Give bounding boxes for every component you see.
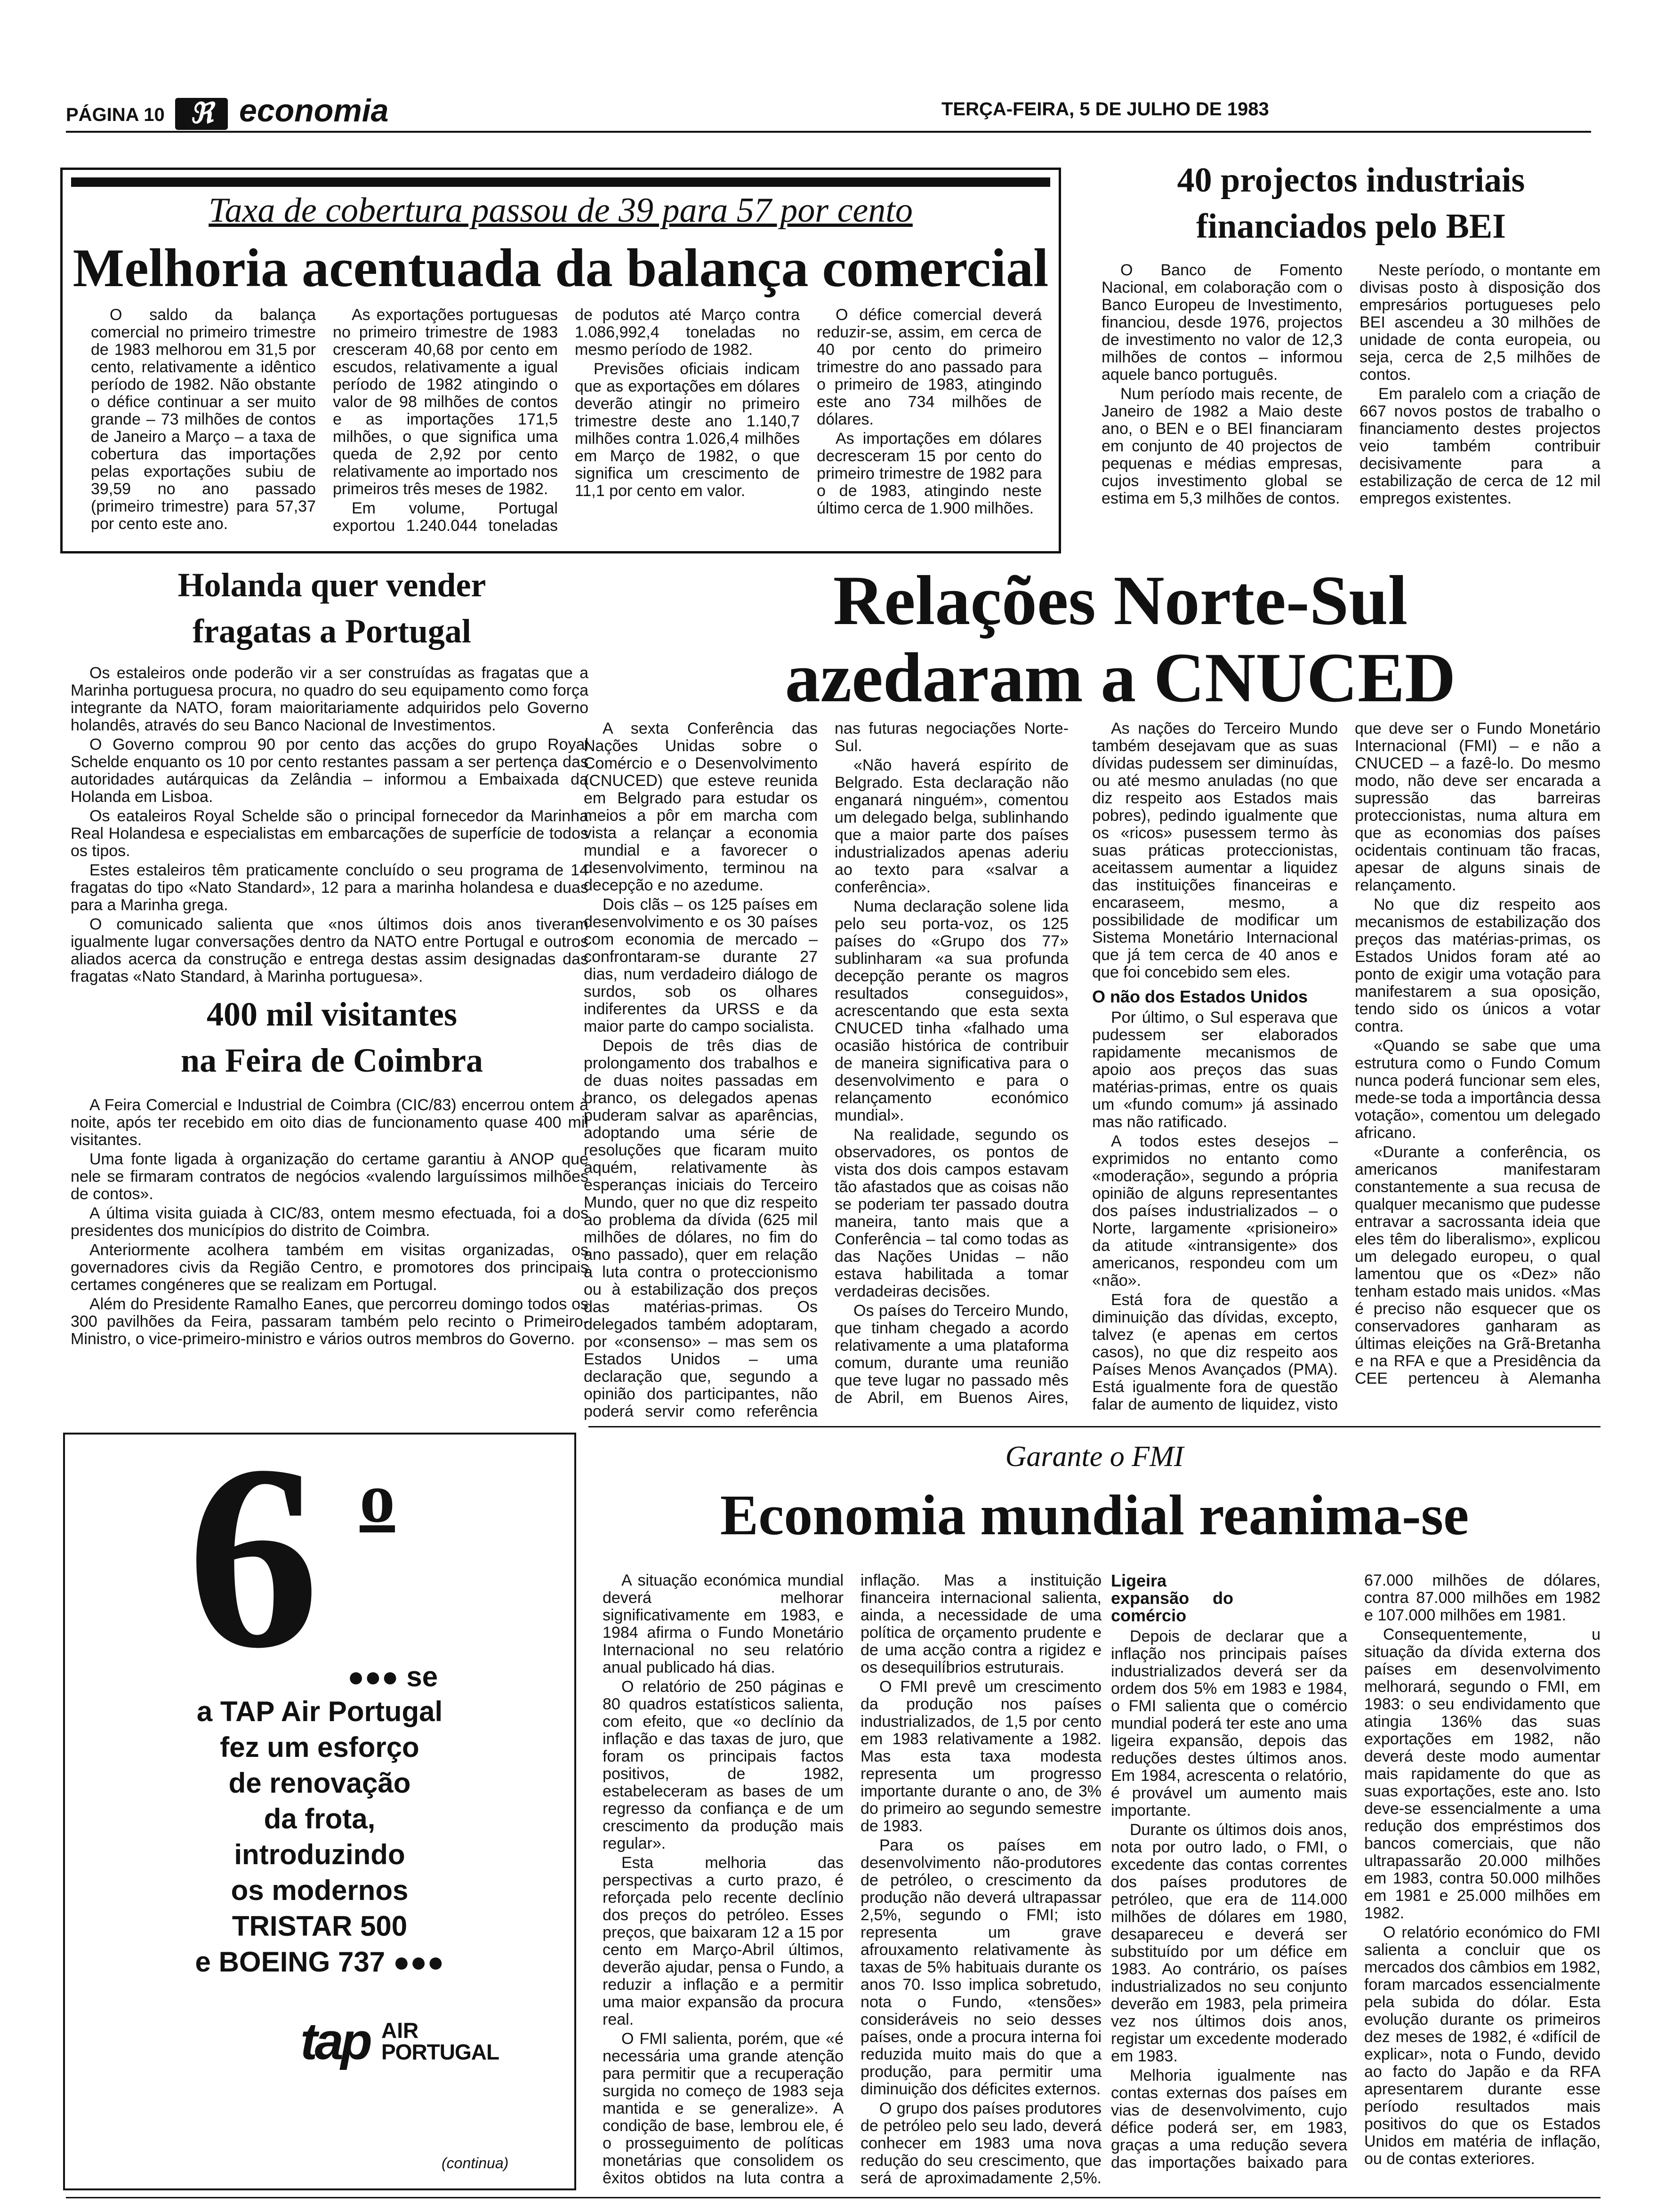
article-paragraph: Uma fonte ligada à organização do certame garantiu à ANOP que nele se firmaram contratos de negócios «valendo larguíssimos milhões de contos». xyxy=(71,1150,588,1203)
article-paragraph: Os países do Terceiro Mundo, que tinham chegado a acordo relativamente a uma plataforma comum, durante uma reunião que teve lugar no passado mês de Abril, em Buenos Aires, xyxy=(835,1302,1069,1407)
cnuced-subhead: O não dos Estados Unidos xyxy=(1092,987,1308,1006)
article-paragraph: Neste período, o montante em divisas posto à disposição dos empresários portugueses pelo BEI ascendeu a 30 milhões de unidade de conta europeia, ou seja, cerca de 2,5 milhões de contos. xyxy=(1359,262,1601,384)
article-paragraph: As nações do Terceiro Mundo também desejavam que as suas dívidas pudessem ser diminuídas, ou até mesmo anuladas (no que diz respeito aos Estados mais pobres), pedindo igualmente que os «ricos» pusessem termo às suas práticas proteccionistas, aceitassem aumentar a liquidez das instituições financeiras e encaraseem, mesmo, a possibilidade de modificar um Sistema Monetário Internacional que já tem cerca de 40 anos e que foi concebido sem eles. xyxy=(1092,720,1338,981)
article-paragraph: O défice comercial deverá reduzir-se, assim, em cerca de 40 por cento do primeiro trimestre do ano passado para o primeiro de 1983, atingindo este ano 734 milhões de dólares. xyxy=(817,306,1042,428)
article-paragraph: O FMI salienta, porém, que «é necessária uma grande atenção para permitir que a recuperação surgida no começo de 1983 seja mantida e se generalize». A condição de base, lembrou ele, é o prosseguimento de políticas monetárias que consolidem os êxitos obtidos na luta contra a inflação. Mas a instituição financeira internacional salienta, ainda, a necessidade de uma política de orçamento prudente e de uma acção contra a rigidez e os desequilíbrios estruturais. xyxy=(603,1572,1102,2187)
tap-logo xyxy=(300,2012,499,2079)
ad-text-line: e BOEING 737 ●●● xyxy=(195,1946,444,1978)
ad-text-line: da frota, xyxy=(264,1803,376,1835)
balanca-body xyxy=(91,306,1042,546)
balanca-box xyxy=(60,168,1061,553)
ad-text-line: TRISTAR 500 xyxy=(232,1910,408,1942)
article-paragraph: «Não haverá espírito de Belgrado. Esta declaração não enganará ninguém», comentou um delegado belga, sublinhando que a maior parte dos países industrializados apenas aderiu ao texto para «salvar a conferência». xyxy=(835,756,1069,896)
ad-text-line: de renovação xyxy=(228,1767,411,1799)
article-paragraph: Em volume, Portugal exportou 1.240.044 toneladas de podutos até Março contra 1.086,992,4 toneladas no mesmo período de 1982. xyxy=(333,306,800,535)
page-bottom-rule xyxy=(66,2197,1601,2198)
article-paragraph: Os eataleiros Royal Schelde são o principal fornecedor da Marinha Real Holandesa e especialistas em embarcações de superfície de todos os tipos. xyxy=(71,807,588,860)
balanca-headline: Melhoria acentuada da balança comercial xyxy=(72,238,1049,298)
article-paragraph: Depois de três dias de prolongamento dos trabalhos e de duas noites passadas em branco, os delegados apenas puderam salvar as aparências, adoptando uma série de resoluções que ficaram muito aquém, relativamente às esperanças iniciais do Terceiro Mundo, quer no que diz respeito ao problema da dívida (625 mil milhões de dólares, no fim do ano passado), quer em relação à luta contra o proteccionismo ou à estabilização dos preços das matérias-primas. Os delegados também adoptaram, por «consenso» – mas sem os Estados Unidos – uma declaração que, segundo a opinião dos participantes, não poderá servir como referência nas futuras negociações Norte-Sul. xyxy=(584,720,1069,1420)
article-paragraph: Na realidade, segundo os observadores, os pontos de vista dos dois campos estavam tão afastados que as coisas não se poderiam ter passado doutra maneira, tanto mais que a Conferência – tal como todas as das Nações Unidas – não estava habilitada a tomar verdadeiras decisões. xyxy=(835,1126,1069,1300)
article-paragraph: Depois de declarar que a inflação nos principais países industrializados deverá ser da ordem dos 5% em 1983 e 1984, o FMI salienta que o comércio mundial poderá ter este ano uma ligeira expansão, depois das reduções destes últimos anos. Em 1984, acrescenta o relatório, é provável um aumento mais importante. xyxy=(1111,1627,1347,1819)
fmi-headline: Economia mundial reanima-se xyxy=(720,1483,1469,1547)
article-paragraph: O relatório de 250 páginas e 80 quadros estatísticos salienta, com efeito, que «o declínio da inflação e das taxas de juro, que foram os principais factos positivos, de 1982, estabeleceram as bases de um regresso da confiança e de um crescimento da produção mais regular». xyxy=(603,1678,844,1852)
article-paragraph: As importações em dólares decresceram 15 por cento do primeiro trimestre de 1982 para o de 1983, atingindo neste último cerca de 1.900 milhões. xyxy=(817,430,1042,517)
coimbra-body xyxy=(71,1097,588,1370)
ad-text-line: a TAP Air Portugal xyxy=(196,1696,443,1727)
fmi-top-rule xyxy=(588,1426,1601,1427)
fmi-body-left xyxy=(603,1572,1102,2188)
coimbra-headline-line2: na Feira de Coimbra xyxy=(181,1042,483,1079)
masthead-rule xyxy=(66,131,1591,133)
tap-logo-mark: tap xyxy=(300,2012,370,2070)
article-paragraph: O saldo da balança comercial no primeiro trimestre de 1983 melhorou em 31,5 por cento, relativamente a idêntico período de 1982. Não obstante o défice continuar a ser muito grande – 73 milhões de contos de Janeiro a Março – a taxa de cobertura das importações pelas exportações subiu de 39,59 no ano passado (primeiro trimestre) para 57,37 por cento este ano. xyxy=(91,306,316,533)
article-paragraph: Está fora de questão a diminuição das dívidas, excepto, talvez (e apenas em certos casos), no que diz respeito aos Países Menos Avançados (PMA). Está igualmente fora de questão falar de aumento de liquidez, visto que deve ser o Fundo Monetário Internacional (FMI) – e não a CNUCED – a fazê-lo. Do mesmo modo, não deve ser encarada a supressão das barreiras proteccionistas, numa altura em que as economias dos países ocidentais continuam tão fracas, apesar de alguns sinais de relançamento. xyxy=(1092,720,1601,1413)
article-paragraph: Para os países em desenvolvimento não-produtores de petróleo, o crescimento da produção não deverá ultrapassar 2,5%, segundo o FMI; isto representa um grave afrouxamento relativamente às taxas de 5% habituais durante os anos 70. Isso implica sobretudo, nota o Fundo, «tensões» consideráveis no seio desses países, onde a procura interna foi reduzida muito mais do que a produção, para permitir uma diminuição dos déficites externos. xyxy=(861,1836,1102,2098)
article-paragraph: A situação económica mundial deverá melhorar significativamente em 1983, e 1984 afirma o Fundo Monetário Internacional no seu relatório anual publicado há dias. xyxy=(603,1572,844,1676)
article-paragraph: O FMI prevê um crescimento da produção nos países industrializados, de 1,5 por cento em 1983 relativamente a 1982. Mas esta taxa modesta representa um progresso importante durante o ano, de 3% do primeiro ao segundo semestre de 1983. xyxy=(861,1678,1102,1835)
article-paragraph: Por último, o Sul esperava que pudessem ser elaborados rapidamente mecanismos de apoio aos preços das suas matérias-primas, entre os quais um «fundo comum» já assinado mas não ratificado. xyxy=(1092,1009,1338,1131)
article-paragraph: No que diz respeito aos mecanismos de estabilização dos preços das matérias-primas, os Estados Unidos foram até ao ponto de exigir uma votação para manifestarem a sua oposição, tendo sido os únicos a votar contra. xyxy=(1355,896,1601,1035)
article-paragraph: O comunicado salienta que «nos últimos dois anos tiveram igualmente lugar conversações dentro da NATO entre Portugal e outros aliados acerca da construção e entrega destas assim designadas das fragatas «Nato Standard, à Marinha portuguesa». xyxy=(71,915,588,986)
balanca-kicker: Taxa de cobertura passou de 39 para 57 por cento xyxy=(209,191,913,230)
ad-text-line: fez um esforço xyxy=(220,1731,419,1763)
article-paragraph: Os estaleiros onde poderão vir a ser construídas as fragatas que a Marinha portuguesa procura, no quadro do seu equipamento como força integrante da NATO, foram maioritariamente adquiridos pelo Governo holandês, através do seu Banco Nacional de Investimentos. xyxy=(71,665,588,734)
fmi-body-right xyxy=(1111,1572,1601,2188)
cnuced-body-left xyxy=(584,720,1069,1421)
holanda-headline-line1: Holanda quer vender xyxy=(177,566,486,604)
article-paragraph: O Governo comprou 90 por cento das acções do grupo Royal Schelde enquanto os 10 por cento restantes passam a ser pertença das autoridades autárquicas da Zelândia – informou a Embaixada da Holanda em Lisboa. xyxy=(71,736,588,806)
tap-logo-air: AIR xyxy=(381,2018,419,2043)
article-paragraph: Consequentemente, u situação da dívida externa dos países em desenvolvimento melhorará, segundo o FMI, em 1983: o seu endividamento que atingia 136% das suas exportações em 1982, não deverá deste modo aumentar mais rapidamente do que as suas exportações, este ano. Isto deve-se essencialmente a uma redução dos empréstimos dos bancos comerciais, que não ultrapassarão 20.000 milhões em 1983, contra 50.000 milhões em 1981 e 25.000 milhões em 1982. xyxy=(1364,1626,1601,1922)
bei-headline-line1: 40 projectos industriais xyxy=(1177,161,1525,200)
article-paragraph: A todos estes desejos – exprimidos no entanto como «moderação», segundo a própria opinião de alguns representantes dos países industrializados – o Norte, largamente «prisioneiro» da atitude «intransigente» dos americanos, respondeu com um «não». xyxy=(1092,1132,1338,1290)
coimbra-headline-line1: 400 mil visitantes xyxy=(207,995,457,1033)
article-paragraph: Numa declaração solene lida pelo seu porta-voz, os 125 países do «Grupo dos 77» sublinharam «a sua profunda decepção perante os magros resultados conseguidos», acrescentando que esta sexta CNUCED tinha «falhado uma ocasião histórica de contribuir de maneira significativa para o desenvolvimento e para o relançamento económico mundial». xyxy=(835,898,1069,1124)
article-paragraph: «Durante a conferência, os americanos manifestaram constantemente a sua recusa de qualquer mecanismo que pudesse entravar a sacrossanta ideia que eles têm do liberalismo», explicou um delegado europeu, o qual lamentou que os «Dez» não tenham estado mais unidos. «Mas é preciso não esquecer que os conservadores ganharam as últimas eleições na Grã-Bretanha e na RFA e que a Presidência da CEE pertenceu à Alemanha xyxy=(1355,1143,1601,1387)
cnuced-headline-line2: azedaram a CNUCED xyxy=(785,639,1456,717)
article-paragraph: Previsões oficiais indicam que as exportações em dólares deverão atingir no primeiro trimestre deste ano 1.140,7 milhões contra 1.026,4 milhões em Março de 1982, o que significa um crescimento de 11,1 por cento em valor. xyxy=(575,360,800,500)
article-paragraph: Estes estaleiros têm praticamente concluído o seu programa de 14 fragatas do tipo «Nato Standard», 12 para a marinha holandesa e duas para a Marinha grega. xyxy=(71,861,588,914)
page-number: PÁGINA 10 xyxy=(66,104,165,125)
ad-numeral: 6 xyxy=(187,1411,319,1703)
article-paragraph: Num período mais recente, de Janeiro de 1982 a Maio deste ano, o BEN e o BEI financiaram em conjunto de 40 projectos de pequenas e médias empresas, cujos investimento global se estima em 5,3 milhões de contos. xyxy=(1102,385,1343,507)
issue-date: TERÇA-FEIRA, 5 DE JULHO DE 1983 xyxy=(941,99,1269,120)
section-name: economia xyxy=(239,93,389,128)
balanca-top-bar xyxy=(71,177,1050,187)
article-paragraph: «Quando se sabe que uma estrutura como o Fundo Comum nunca poderá funcionar sem eles, mede-se toda a importância dessa votação», comentou um delegado africano. xyxy=(1355,1037,1601,1142)
article-paragraph: As exportações portuguesas no primeiro trimestre de 1983 cresceram 40,68 por cento em escudos, relativamente a igual período de 1982 atingindo o valor de 98 milhões de contos e as importações 171,5 milhões, o que significa uma queda de 2,92 por cento relativamente ao importado nos primeiros três meses de 1982. xyxy=(333,306,558,498)
holanda-body xyxy=(71,665,588,992)
holanda-headline-line2: fragatas a Portugal xyxy=(193,612,471,650)
cnuced-body-right xyxy=(1092,720,1601,1421)
ad-text-line: introduzindo xyxy=(234,1839,405,1870)
article-paragraph: Além do Presidente Ramalho Eanes, que percorreu domingo todos os 300 pavilhões da Feira, passaram também pelo recinto o Primeiro-Ministro, o vice-primeiro-ministro e vários outros membros do Governo. xyxy=(71,1295,588,1348)
newspaper-logo-icon: ℜ xyxy=(175,98,228,130)
continua-note: (continua) xyxy=(442,2155,509,2172)
fmi-subhead: Ligeira expansão do comércio xyxy=(1111,1572,1233,1625)
article-paragraph: A Feira Comercial e Industrial de Coimbra (CIC/83) encerrou ontem à noite, após ter recebido em oito dias de funcionamento quase 400 mil visitantes. xyxy=(71,1097,588,1149)
article-paragraph: Esta melhoria das perspectivas a curto prazo, é reforçada pelo recente declínio dos preços do petróleo. Esses preços, que baixaram 12 a 15 por cento em Março-Abril últimos, deverão ajudar, pensa o Fundo, a reduzir a inflação e a permitir uma maior expansão da procura real. xyxy=(603,1854,844,2028)
article-paragraph: Em paralelo com a criação de 667 novos postos de trabalho o financiamento destes projectos veio também contribuir decisivamente para a estabilização de cerca de 12 mil empregos existentes. xyxy=(1359,385,1601,507)
tap-logo-portugal: PORTUGAL xyxy=(381,2040,499,2064)
article-paragraph: Dois clãs – os 125 países em desenvolvimento e os 30 países com economia de mercado – confrontaram-se durante 27 dias, num verdadeiro diálogo de surdos, sob os olhares indiferentes da URSS e da maior parte do campo socialista. xyxy=(584,896,818,1035)
article-paragraph: Durante os últimos dois anos, nota por outro lado, o FMI, o excedente das contas correntes dos países produtores de petróleo, que era de 114.000 milhões de dólares em 1980, desapareceu e deverá ser substituído por um défice em 1983. Ao contrário, os países industrializados no seu conjunto deverão em 1983, pela primeira vez nos últimos dois anos, registar um excedente moderado em 1983. xyxy=(1111,1821,1347,2065)
cnuced-headline-line1: Relações Norte-Sul xyxy=(833,561,1408,640)
tap-advertisement xyxy=(63,1411,576,2190)
article-paragraph: A sexta Conferência das Nações Unidas sobre o Comércio e o Desenvolvimento (CNUCED) que esteve reunida em Belgrado para estudar os meios a pôr em marcha com vista a relançar a economia mundial e a favorecer o desenvolvimento, terminou na decepção e no azedume. xyxy=(584,720,818,894)
article-paragraph: O Banco de Fomento Nacional, em colaboração com o Banco Europeu de Investimento, financiou, desde 1976, projectos de investimento no valor de 12,3 milhões de contos – informou aquele banco português. xyxy=(1102,262,1343,384)
ad-superscript: o xyxy=(360,1459,395,1537)
article-paragraph: O grupo dos países produtores de petróleo pelo seu lado, deverá conhecer em 1983 uma nova redução do seu crescimento, que será de aproximadamente 2,5%. xyxy=(861,2100,1102,2187)
ad-text-line: ●●● se xyxy=(347,1661,438,1692)
article-paragraph: Anteriormente acolhera também em visitas organizadas, os governadores civis da Região Centro, e promotores dos principais certames congéneres que se realizam em Portugal. xyxy=(71,1241,588,1294)
bei-body xyxy=(1102,262,1601,539)
article-paragraph: O relatório económico do FMI salienta a concluir que os mercados dos câmbios em 1982, foram marcados essencialmente pela subida do dólar. Esta evolução durante os primeiros dez meses de 1982, é «difícil de explicar», nota o Fundo, devido ao facto do Japão e da RFA apresentarem durante esse período resultados mais positivos do que os Estados Unidos em matéria de inflação, ou de contas exteriores. xyxy=(1364,1923,1601,2168)
bei-headline-line2: financiados pelo BEI xyxy=(1196,207,1506,246)
fmi-kicker: Garante o FMI xyxy=(1005,1441,1184,1473)
article-paragraph: A última visita guiada à CIC/83, ontem mesmo efectuada, foi a dos presidentes dos municípios do distrito de Coimbra. xyxy=(71,1204,588,1240)
ad-text-line: os modernos xyxy=(231,1875,409,1906)
article-paragraph: Melhoria igualmente nas contas externas dos países em vias de desenvolvimento, cujo défice poderá ser, em 1983, graças a uma redução severa das importações baixado para 67.000 milhões de dólares, contra 87.000 milhões em 1982 e 107.000 milhões em 1981. xyxy=(1111,1572,1601,2172)
